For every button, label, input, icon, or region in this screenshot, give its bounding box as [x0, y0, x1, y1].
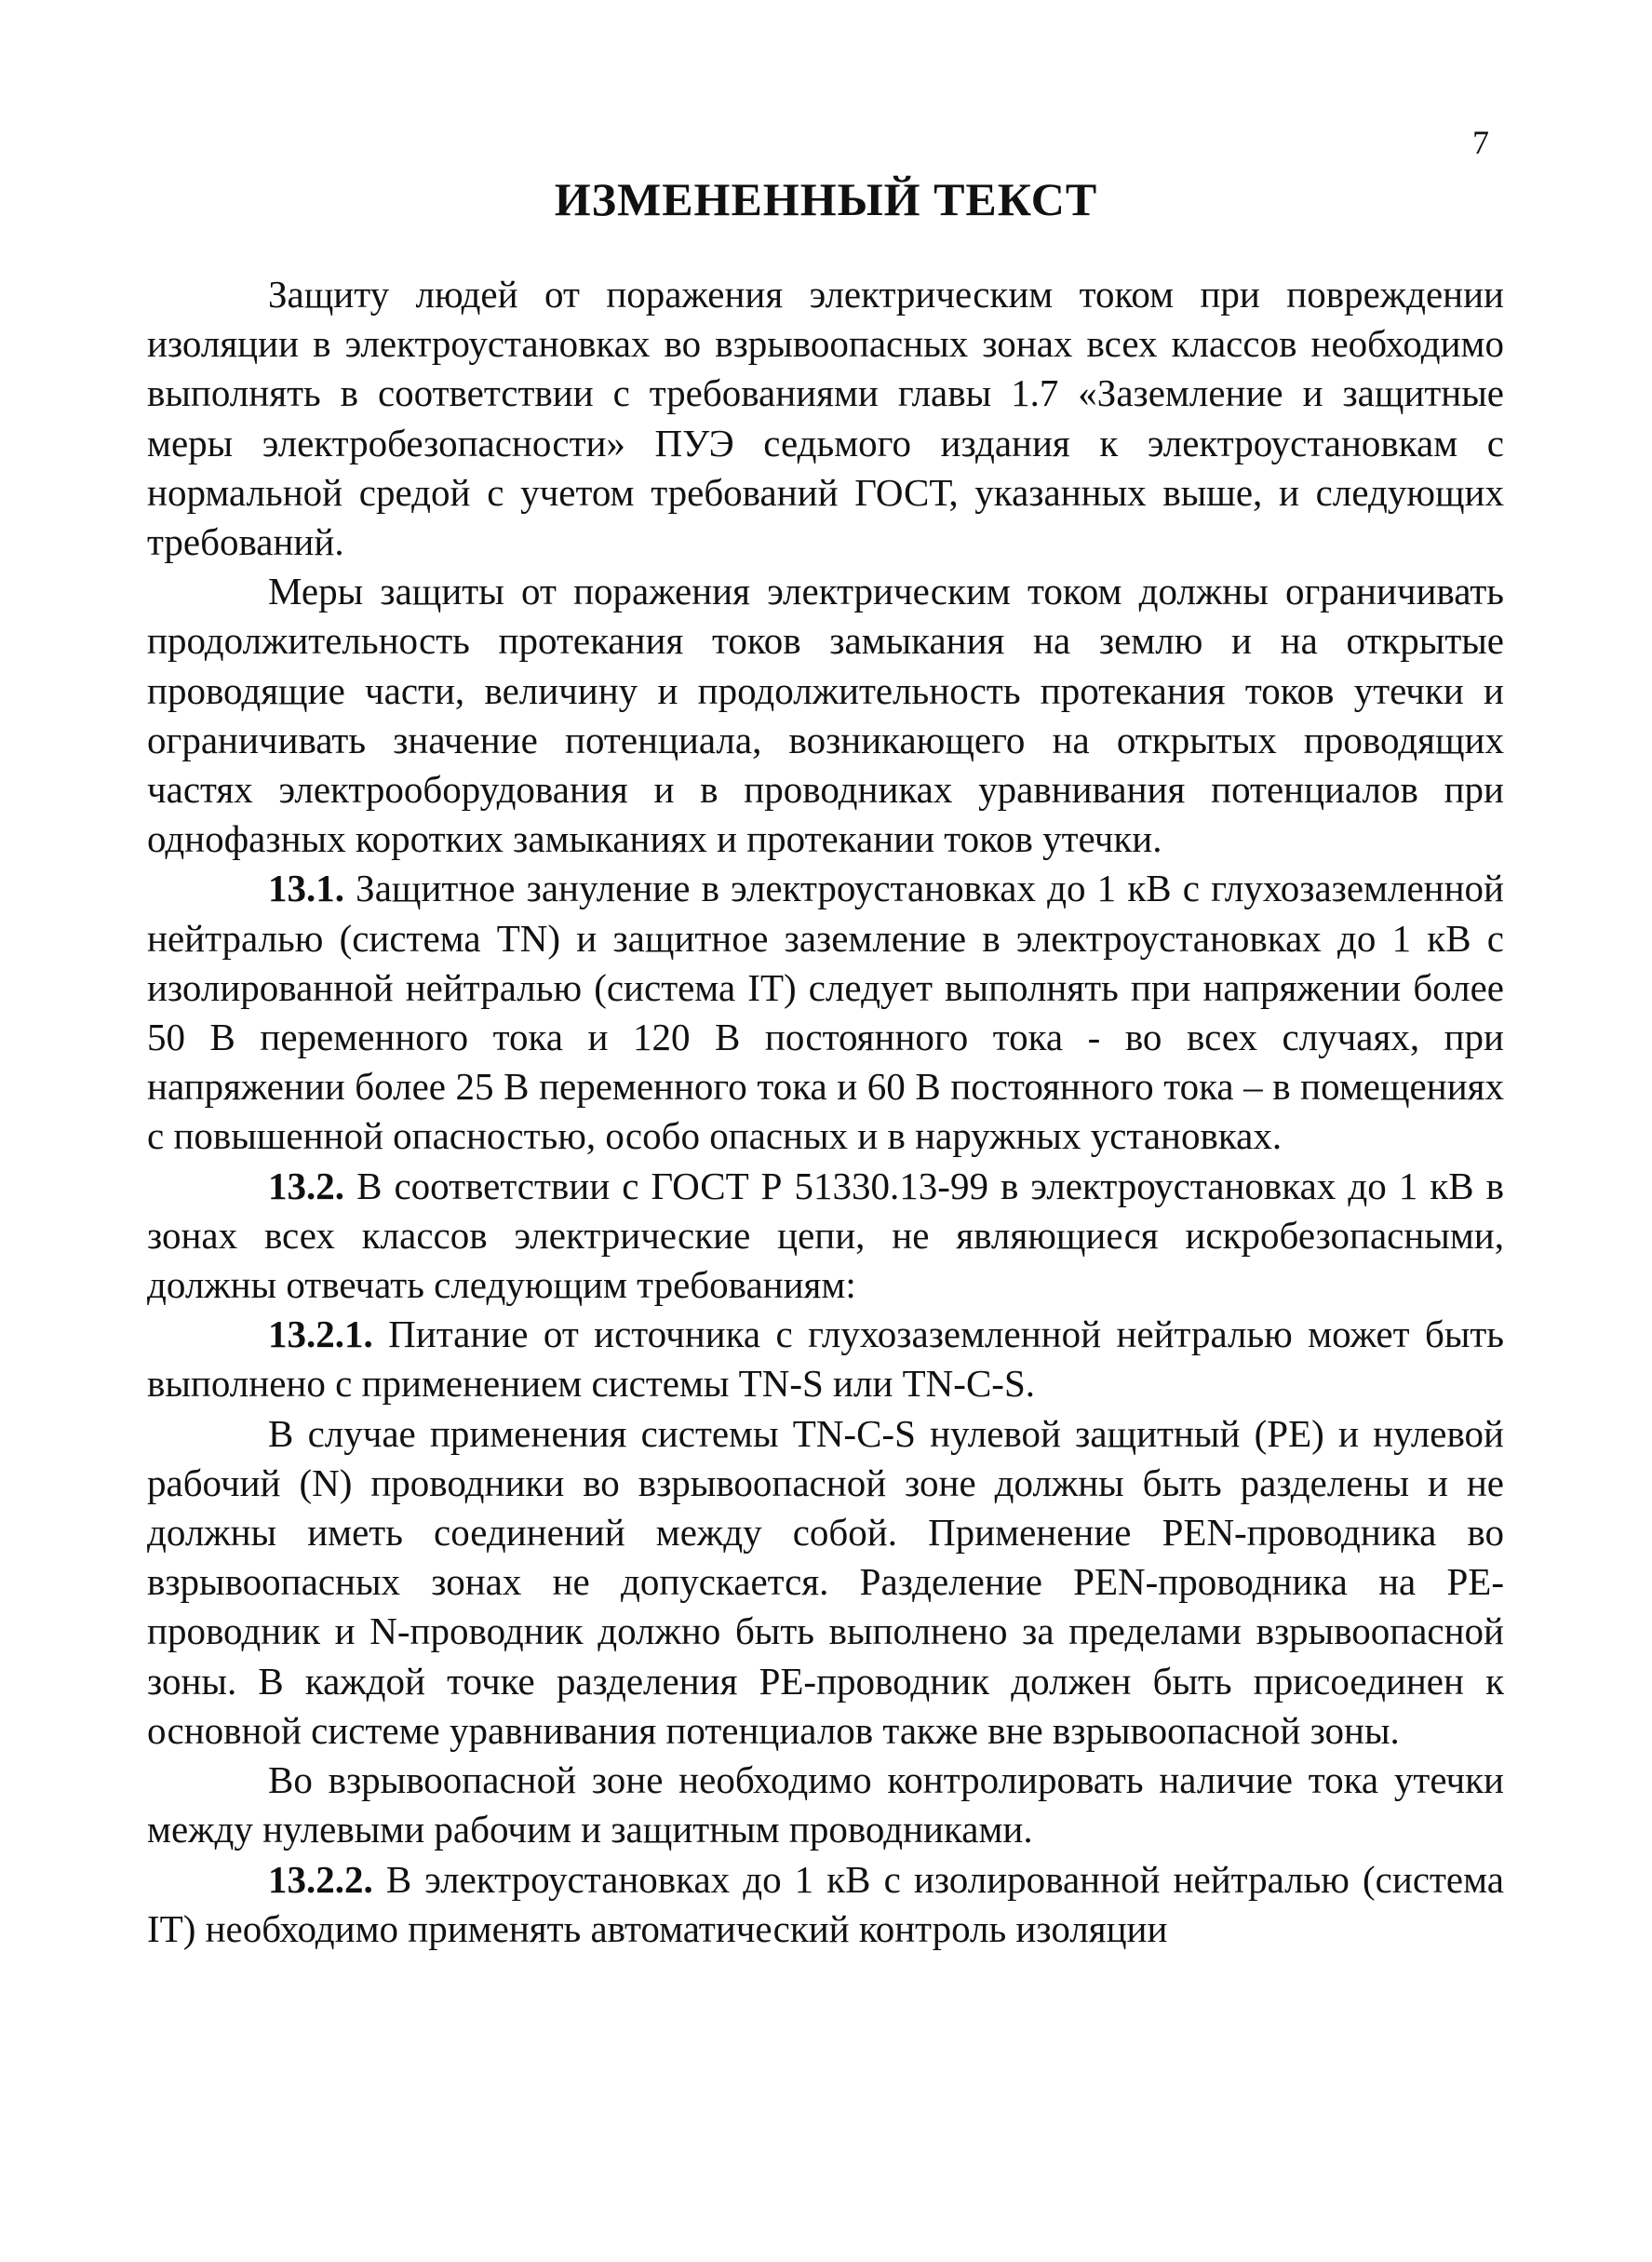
document-body — [147, 270, 1504, 1954]
paragraph — [147, 1409, 1504, 1756]
paragraph-text: В электроустановках до 1 кВ с изолированной нейтралью (система IT) необходимо применять автоматический контроль изоляции — [147, 1857, 1504, 1950]
paragraph-text: Защитное зануление в электроустановках до 1 кВ с глухозаземленной нейтралью (система TN) и защитное заземление в электроустановках до 1 кВ с изолированной нейтралью (система IT) следует выполнять при напряжении более 50 В переменного тока и 120 В постоянного тока - во всех случаях, при напряжении более 25 В переменного тока и 60 В постоянного тока – в помещениях с повышенной опасностью, особо опасных и в наружных установках. — [147, 867, 1505, 1158]
paragraph — [147, 270, 1504, 567]
paragraph — [147, 1756, 1504, 1854]
clause-number: 13.2. — [268, 1164, 344, 1207]
document-title: ИЗМЕНЕННЫЙ ТЕКСТ — [554, 173, 1098, 225]
paragraph — [147, 1855, 1504, 1954]
paragraph — [147, 567, 1504, 864]
paragraph-text: Меры защиты от поражения электрическим током должны ограничивать продолжительность протекания токов замыкания на землю и на открытые проводящие части, величину и продолжительность протекания токов утечки и ограничивать значение потенциала, возникающего на открытых проводящих частях электрооборудования и в проводниках уравнивания потенциалов при однофазных коротких замыканиях и протекании токов утечки. — [147, 570, 1504, 861]
clause-number: 13.2.2. — [268, 1857, 373, 1901]
page-number: 7 — [1472, 124, 1489, 161]
paragraph-text: В соответствии с ГОСТ Р 51330.13-99 в электроустановках до 1 кВ в зонах всех классов электрические цепи, не являющиеся искробезопасными, должны отвечать следующим требованиям: — [147, 1164, 1504, 1307]
paragraph — [147, 1310, 1504, 1408]
clause-number: 13.2.1. — [268, 1313, 373, 1356]
clause-number: 13.1. — [268, 867, 344, 910]
paragraph-text: Питание от источника с глухозаземленной нейтралью может быть выполнено с применением системы TN-S или TN-C-S. — [147, 1313, 1504, 1406]
paragraph-text: В случае применения системы TN-C-S нулевой защитный (PE) и нулевой рабочий (N) проводники во взрывоопасной зоне должны быть разделены и не должны иметь соединений между собой. Применение PEN-проводника во взрывоопасных зонах не допускается. Разделение PEN-проводника на PE-проводник и N-проводник должно быть выполнено за пределами взрывоопасной зоны. В каждой точке разделения PE-проводник должен быть присоединен к основной системе уравнивания потенциалов также вне взрывоопасной зоны. — [147, 1411, 1504, 1752]
paragraph — [147, 864, 1504, 1161]
paragraph-text: Защиту людей от поражения электрическим током при повреждении изоляции в электроустановках во взрывоопасных зонах всех классов необходимо выполнять в соответствии с требованиями главы 1.7 «Заземление и защитные меры электробезопасности» ПУЭ седьмого издания к электроустановкам с нормальной средой с учетом требований ГОСТ, указанных выше, и следующих требований. — [147, 273, 1504, 564]
paragraph-text: Во взрывоопасной зоне необходимо контролировать наличие тока утечки между нулевыми рабочим и защитным проводниками. — [147, 1758, 1504, 1851]
paragraph — [147, 1162, 1504, 1311]
